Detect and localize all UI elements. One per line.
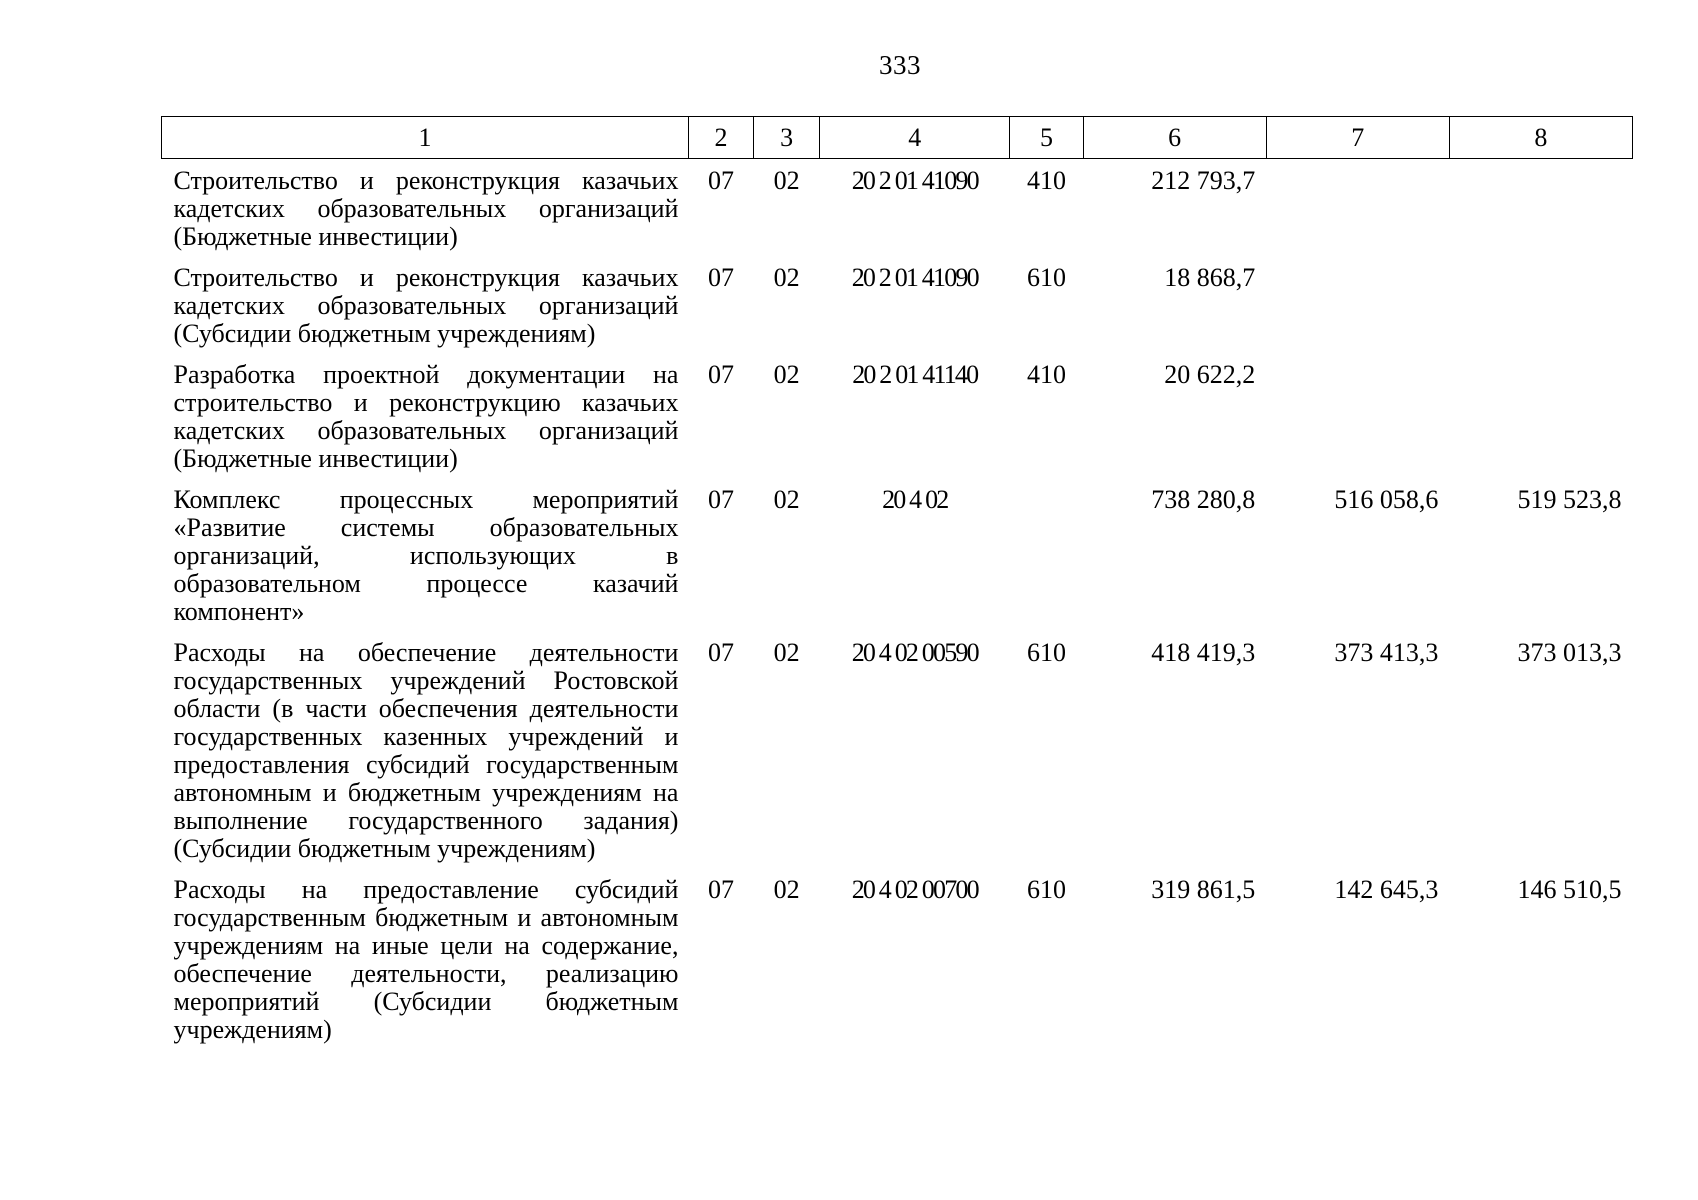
target-article-code: 20 4 02 [882,485,948,514]
amount-col6: 418 419,3 [1151,638,1256,667]
section-code: 07 [708,485,734,514]
column-header-5: 5 [1010,117,1083,159]
amount-col8 [1449,353,1632,478]
subsection-code: 02 [773,638,800,667]
section-code: 07 [708,875,734,904]
amount-col7: 516 058,6 [1334,485,1439,514]
target-article-code: 20 2 01 41140 [852,360,978,389]
section-code: 07 [708,638,734,667]
amount-col8: 519 523,8 [1517,485,1622,514]
target-article-code: 20 4 02 00590 [851,638,978,667]
column-header-3: 3 [754,117,820,159]
amount-col6: 212 793,7 [1151,166,1256,195]
item-name: Комплекс процессных мероприятий «Развитие системы образовательных организаций, использующих в образовательном процессе казачий компонент» [173,485,679,626]
budget-table [161,116,1633,1049]
table-row [162,159,1633,257]
amount-col8 [1449,159,1632,257]
item-name: Разработка проектной документации на строительство и реконструкцию казачьих кадетских образовательных организаций (Бюджетные инвестиции) [173,360,679,473]
section-code: 07 [708,263,734,292]
subsection-code: 02 [773,485,800,514]
table-row [162,631,1633,868]
expense-type-code: 610 [1026,875,1066,904]
section-code: 07 [708,360,734,389]
column-header-1: 1 [162,117,689,159]
item-name: Строительство и реконструкция казачьих кадетских образовательных организаций (Субсидии бюджетным учреждениям) [173,263,679,348]
amount-col8: 146 510,5 [1517,875,1622,904]
amount-col7 [1266,256,1449,353]
amount-col6: 20 622,2 [1164,360,1256,389]
target-article-code: 20 2 01 41090 [851,263,978,292]
amount-col8 [1449,256,1632,353]
amount-col7: 373 413,3 [1334,638,1439,667]
amount-col6: 738 280,8 [1151,485,1256,514]
item-name: Расходы на предоставление субсидий государственным бюджетным и автономным учреждениям на иные цели на содержание, обеспечение деятельности, реализацию мероприятий (Субсидии бюджетным учреждениям) [173,875,679,1044]
amount-col7 [1266,353,1449,478]
target-article-code: 20 4 02 00700 [851,875,978,904]
item-name: Строительство и реконструкция казачьих кадетских образовательных организаций (Бюджетные инвестиции) [173,166,679,251]
target-article-code: 20 2 01 41090 [851,166,978,195]
table-row [162,256,1633,353]
column-header-2: 2 [688,117,753,159]
expense-type-code [1010,478,1083,631]
item-name: Расходы на обеспечение деятельности государственных учреждений Ростовской области (в части обеспечения деятельности государственных казенных учреждений и предоставления субсидий государственным автономным и бюджетным учреждениям на выполнение государственного задания) (Субсидии бюджетным учреждениям) [173,638,679,863]
expense-type-code: 410 [1026,360,1066,389]
expense-type-code: 610 [1026,263,1066,292]
table-row [162,353,1633,478]
header-row [162,117,1633,159]
page-number: 333 [879,50,921,80]
subsection-code: 02 [773,166,800,195]
subsection-code: 02 [773,875,800,904]
subsection-code: 02 [773,263,800,292]
column-header-8: 8 [1449,117,1632,159]
amount-col7 [1266,159,1449,257]
column-header-7: 7 [1266,117,1449,159]
amount-col6: 18 868,7 [1164,263,1256,292]
column-header-4: 4 [820,117,1010,159]
amount-col7: 142 645,3 [1334,875,1439,904]
section-code: 07 [708,166,734,195]
amount-col8: 373 013,3 [1517,638,1622,667]
subsection-code: 02 [773,360,800,389]
column-header-6: 6 [1083,117,1266,159]
amount-col6: 319 861,5 [1151,875,1256,904]
table-row [162,478,1633,631]
expense-type-code: 410 [1026,166,1066,195]
table-row [162,868,1633,1049]
expense-type-code: 610 [1026,638,1066,667]
